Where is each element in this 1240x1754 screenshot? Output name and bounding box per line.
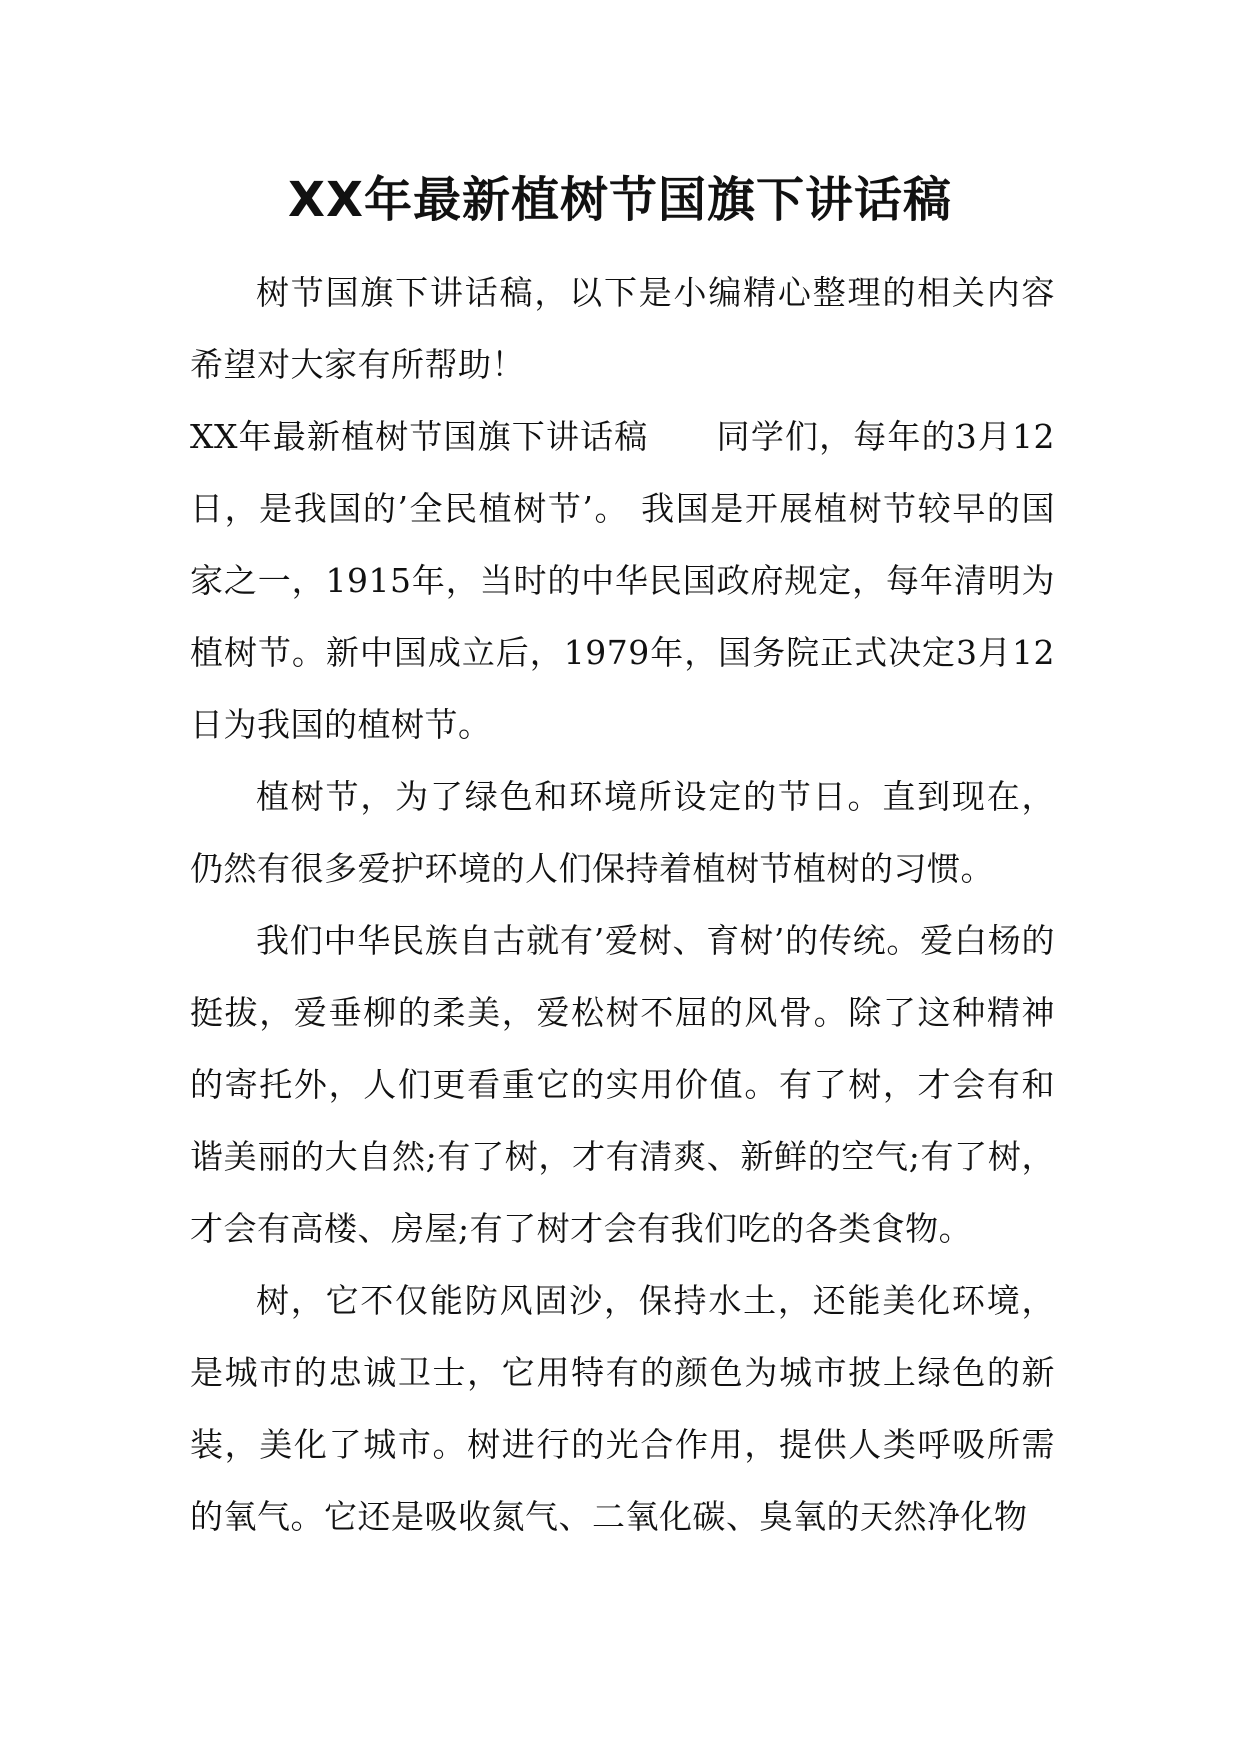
paragraph-arbor-day-meaning: 植树节，为了绿色和环境所设定的节日。直到现在，仍然有很多爱护环境的人们保持着植树节植树的习惯。	[190, 777, 1055, 888]
paragraph-tree-benefits: 树，它不仅能防风固沙，保持水土，还能美化环境，是城市的忠诚卫士，它用特有的颜色为城市披上绿色的新装，美化了城市。树进行的光合作用，提供人类呼吸所需的氧气。它还是吸收氮气、二氧化碳、臭氧的天然净化物	[190, 1281, 1055, 1536]
paragraph-intro: 树节国旗下讲话稿，以下是小编精心整理的相关内容希望对大家有所帮助！	[190, 273, 1055, 384]
paragraph-tree-tradition: 我们中华民族自古就有’爱树、育树’的传统。爱白杨的挺拔，爱垂柳的柔美，爱松树不屈的风骨。除了这种精神的寄托外，人们更看重它的实用价值。有了树，才会有和谐美丽的大自然;有了树，才有清爽、新鲜的空气;有了树，才会有高楼、房屋;有了树才会有我们吃的各类食物。	[190, 921, 1055, 1248]
paragraph-arbor-day-history: XX年最新植树节国旗下讲话稿 同学们，每年的3月12日，是我国的’全民植树节’。 我国是开展植树节较早的国家之一，1915年，当时的中华民国政府规定，每年清明为植树节。新中国成立后，1979年，国务院正式决定3月12日为我国的植树节。	[190, 417, 1055, 744]
document-body	[190, 257, 1055, 1553]
document-title: XX年最新植树节国旗下讲话稿	[287, 172, 953, 228]
